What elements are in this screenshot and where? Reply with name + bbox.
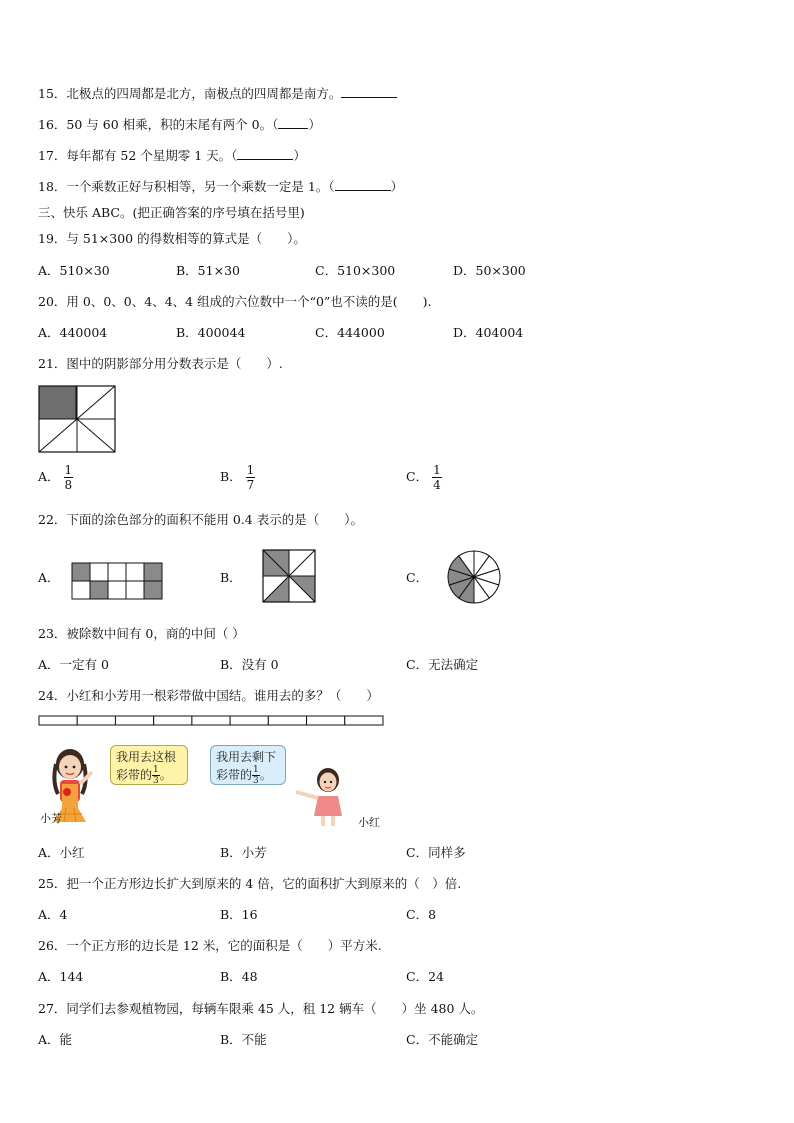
option-c[interactable]: C．444000 (315, 325, 385, 340)
name-label-xiaofang: 小芳 (40, 812, 62, 825)
ribbon-segment (115, 716, 153, 725)
option-b[interactable]: B．没有 0 (220, 657, 279, 672)
answer-blank[interactable] (278, 116, 308, 129)
question-23: 23．被除数中间有 0，商的中间（ ） (38, 626, 245, 641)
ribbon-segment (307, 716, 345, 725)
question-27: 27．同学们去参观植物园，每辆车限乘 45 人，租 12 辆车（ ）坐 480 人。 (38, 1001, 484, 1016)
girl-xiaohong-illustration (288, 766, 358, 828)
q22-circle-figure (446, 549, 502, 605)
option-c[interactable]: C． $\frac{1}{4}$ (406, 463, 441, 492)
ribbon-segment (77, 716, 115, 725)
ribbon-segment (192, 716, 230, 725)
option-a[interactable]: A． (38, 570, 60, 585)
ribbon-figure (38, 715, 384, 727)
option-b[interactable]: B． $\frac{1}{7}$ (220, 463, 255, 492)
answer-blank[interactable] (341, 85, 397, 98)
question-25: 25．把一个正方形边长扩大到原来的 4 倍，它的面积扩大到原来的（ ）倍. (38, 876, 462, 891)
question-24: 24．小红和小芳用一根彩带做中国结。谁用去的多？（ ） (38, 688, 379, 703)
option-c[interactable]: C． (406, 570, 429, 585)
option-c[interactable]: C．510×300 (315, 263, 396, 278)
option-a[interactable]: A．510×30 (38, 263, 110, 278)
option-b[interactable]: B．400044 (176, 325, 246, 340)
question-19: 19．与 51×300 的得数相等的算式是（ ）。 (38, 231, 306, 246)
option-a[interactable]: A． $\frac{1}{8}$ (38, 463, 73, 492)
option-a[interactable]: A．4 (38, 907, 68, 922)
ribbon-segment (230, 716, 268, 725)
option-d[interactable]: D．404004 (453, 325, 524, 340)
ribbon-segment (39, 716, 77, 725)
ribbon-segment (154, 716, 192, 725)
speech-bubble-left: 我用去这根 彩带的 $\frac{1}{3}$ 。 (110, 745, 188, 785)
question-21: 21．图中的阴影部分用分数表示是（ ）. (38, 356, 283, 371)
question-26: 26．一个正方形的边长是 12 米，它的面积是（ ）平方米. (38, 938, 382, 953)
question-17: 17．每年都有 52 个星期零 1 天。（ ） (38, 148, 306, 163)
option-b[interactable]: B．小芳 (220, 845, 267, 860)
option-b[interactable]: B．51×30 (176, 263, 240, 278)
option-a[interactable]: A．440004 (38, 325, 108, 340)
answer-blank[interactable] (335, 178, 391, 191)
q22-grid-figure (71, 562, 165, 600)
q21-square-figure (38, 385, 116, 453)
option-c[interactable]: C．同样多 (406, 845, 466, 860)
question-15: 15．北极点的四周都是北方，南极点的四周都是南方。 (38, 84, 397, 102)
option-c[interactable]: C．不能确定 (406, 1032, 479, 1047)
ribbon-segment (268, 716, 306, 725)
option-a[interactable]: A．小红 (38, 845, 85, 860)
option-d[interactable]: D．50×300 (453, 263, 526, 278)
option-c[interactable]: C．无法确定 (406, 657, 479, 672)
name-label-xiaohong: 小红 (358, 816, 380, 829)
q22-square-pinwheel-figure (262, 549, 316, 603)
question-20: 20．用 0、0、0、4、4、4 组成的六位数中一个“0”也不读的是( ). (38, 294, 432, 309)
option-b[interactable]: B． (220, 570, 242, 585)
option-c[interactable]: C．8 (406, 907, 437, 922)
question-16: 16．50 与 60 相乘，积的末尾有两个 0。（ ） (38, 117, 321, 132)
ribbon-segment (345, 716, 383, 725)
section-heading: 三、快乐 ABC。(把正确答案的序号填在括号里) (38, 205, 305, 220)
option-b[interactable]: B．不能 (220, 1032, 267, 1047)
option-a[interactable]: A．一定有 0 (38, 657, 109, 672)
speech-bubble-right: 我用去剩下 彩带的 $\frac{1}{3}$ 。 (210, 745, 286, 785)
option-c[interactable]: C．24 (406, 969, 444, 984)
option-b[interactable]: B．16 (220, 907, 258, 922)
question-22: 22．下面的涂色部分的面积不能用 0.4 表示的是（ ）。 (38, 512, 363, 527)
question-18: 18．一个乘数正好与积相等，另一个乘数一定是 1。（ ） (38, 179, 404, 194)
option-a[interactable]: A．144 (38, 969, 84, 984)
option-b[interactable]: B．48 (220, 969, 258, 984)
answer-blank[interactable] (237, 147, 293, 160)
option-a[interactable]: A．能 (38, 1032, 73, 1047)
